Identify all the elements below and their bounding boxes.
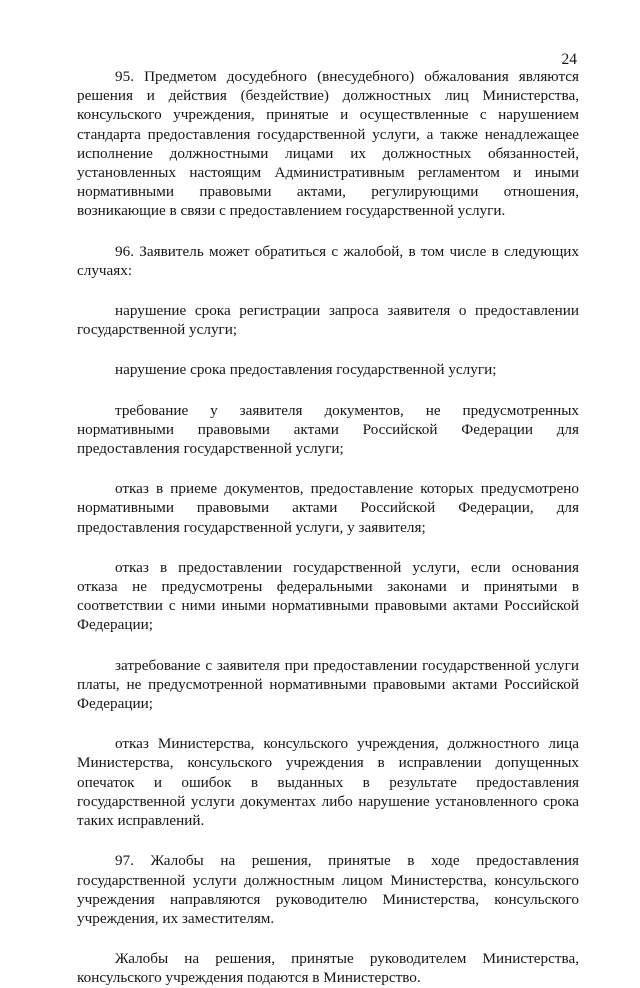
list-item: нарушение срока предоставления государственной услуги;: [115, 361, 497, 379]
list-item: затребование с заявителя при предоставлении государственной услуги платы, не предусмотренной нормативными правовыми актами Российской Федерации;: [77, 656, 579, 713]
paragraph-96: 96. Заявитель может обратиться с жалобой, в том числе в следующих случаях:: [77, 242, 579, 279]
document-body: [77, 67, 579, 988]
paragraph-97-continued: Жалобы на решения, принятые руководителем Министерства, консульского учреждения подаются в Министерство.: [77, 950, 579, 987]
list-item: отказ в приеме документов, предоставление которых предусмотрено нормативными правовыми актами Российской Федерации, для предоставления государственной услуги, у заявителя;: [77, 480, 579, 536]
list-item: нарушение срока регистрации запроса заявителя о предоставлении государственной услуги;: [77, 302, 579, 339]
page-number: 24: [561, 51, 577, 68]
paragraph-97: 97. Жалобы на решения, принятые в ходе предоставления государственной услуги должностным лицом Министерства, консульского учреждения направляются руководителю Министерства, консульского учреждения, их заместителям.: [77, 852, 579, 927]
list-item: отказ в предоставлении государственной услуги, если основания отказа не предусмотрены федеральными законами и принятыми в соответствии с ними иными нормативными правовыми актами Российской Федерации;: [77, 558, 579, 634]
list-item: требование у заявителя документов, не предусмотренных нормативными правовыми актами Российской Федерации для предоставления государственной услуги;: [77, 401, 579, 458]
list-item: отказ Министерства, консульского учреждения, должностного лица Министерства, консульского учреждения в исправлении допущенных опечаток и ошибок в выданных в результате предоставления государственной услуги документах либо нарушение установленного срока таких исправлений.: [77, 735, 579, 830]
paragraph-95: 95. Предметом досудебного (внесудебного) обжалования являются решения и действия (бездействие) должностных лиц Министерства, консульского учреждения, принятые и осуществленные с нарушением стандарта предоставления государственной услуги, а также ненадлежащее исполнение должностными лицами их должностных обязанностей, установленных настоящим Административным регламентом и иными нормативными правовыми актами, регулирующими отношения, возникающие в связи с предоставлением государственной услуги.: [77, 68, 579, 220]
